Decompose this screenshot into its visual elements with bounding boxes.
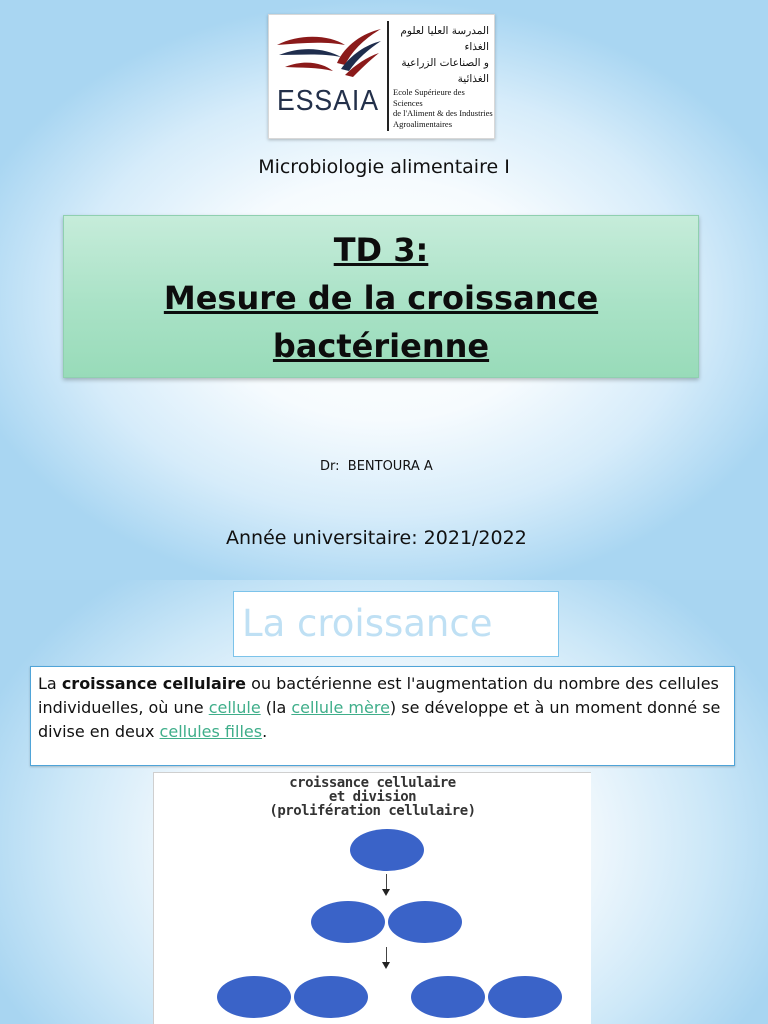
granddaughter-cell-1 bbox=[217, 976, 291, 1018]
content-slide bbox=[0, 580, 768, 1024]
diagram-caption-1: croissance cellulaire bbox=[289, 775, 456, 791]
arrow-1 bbox=[386, 874, 387, 890]
logo-arabic-text: المدرسة العليا لعلوم الغذاء و الصناعات الزراعية الغذائية bbox=[400, 25, 489, 85]
logo-divider bbox=[387, 21, 389, 131]
title-box bbox=[63, 215, 699, 378]
daughter-cell-2 bbox=[388, 901, 462, 943]
heading-box bbox=[233, 591, 559, 657]
bold-term: croissance cellulaire bbox=[61, 674, 247, 693]
granddaughter-cell-3 bbox=[411, 976, 485, 1018]
wings-logo-icon bbox=[275, 23, 385, 83]
logo-french-text: Ecole Supérieure des Sciences de l'Aliment & des Industries Agroalimentaires bbox=[393, 87, 493, 129]
course-name: Microbiologie alimentaire I bbox=[258, 156, 510, 178]
granddaughter-cell-4 bbox=[488, 976, 562, 1018]
diagram-caption-2: et division bbox=[328, 789, 417, 805]
arrow-head-1 bbox=[382, 889, 390, 896]
title-line-3: bactérienne bbox=[272, 327, 490, 365]
definition-text: La croissance cellulaire ou bactérienne est l'augmentation du nombre des cellules individuelles, où une cellule (la cellule mère) se développe et à un moment donné se divise en deux cellules filles. bbox=[38, 674, 721, 741]
daughter-cell-1 bbox=[311, 901, 385, 943]
arrow-2 bbox=[386, 947, 387, 963]
essaia-logo bbox=[268, 14, 495, 139]
link-cellules-filles[interactable]: cellules filles bbox=[159, 722, 263, 741]
logo-wordmark: ESSAIA bbox=[277, 85, 379, 117]
cell-division-diagram bbox=[153, 772, 591, 1024]
mother-cell bbox=[350, 829, 424, 871]
author: Dr: BENTOURA A bbox=[320, 459, 433, 474]
slide-heading: La croissance bbox=[242, 602, 493, 645]
title-line-2: Mesure de la croissance bbox=[163, 279, 599, 317]
title-line-1: TD 3: bbox=[333, 231, 429, 269]
arrow-head-2 bbox=[382, 962, 390, 969]
diagram-caption-3: (prolifération cellulaire) bbox=[269, 803, 476, 819]
definition-box bbox=[30, 666, 735, 766]
link-cellule[interactable]: cellule bbox=[208, 698, 261, 717]
academic-year: Année universitaire: 2021/2022 bbox=[226, 527, 527, 549]
link-cellule-mere[interactable]: cellule mère bbox=[291, 698, 390, 717]
granddaughter-cell-2 bbox=[294, 976, 368, 1018]
